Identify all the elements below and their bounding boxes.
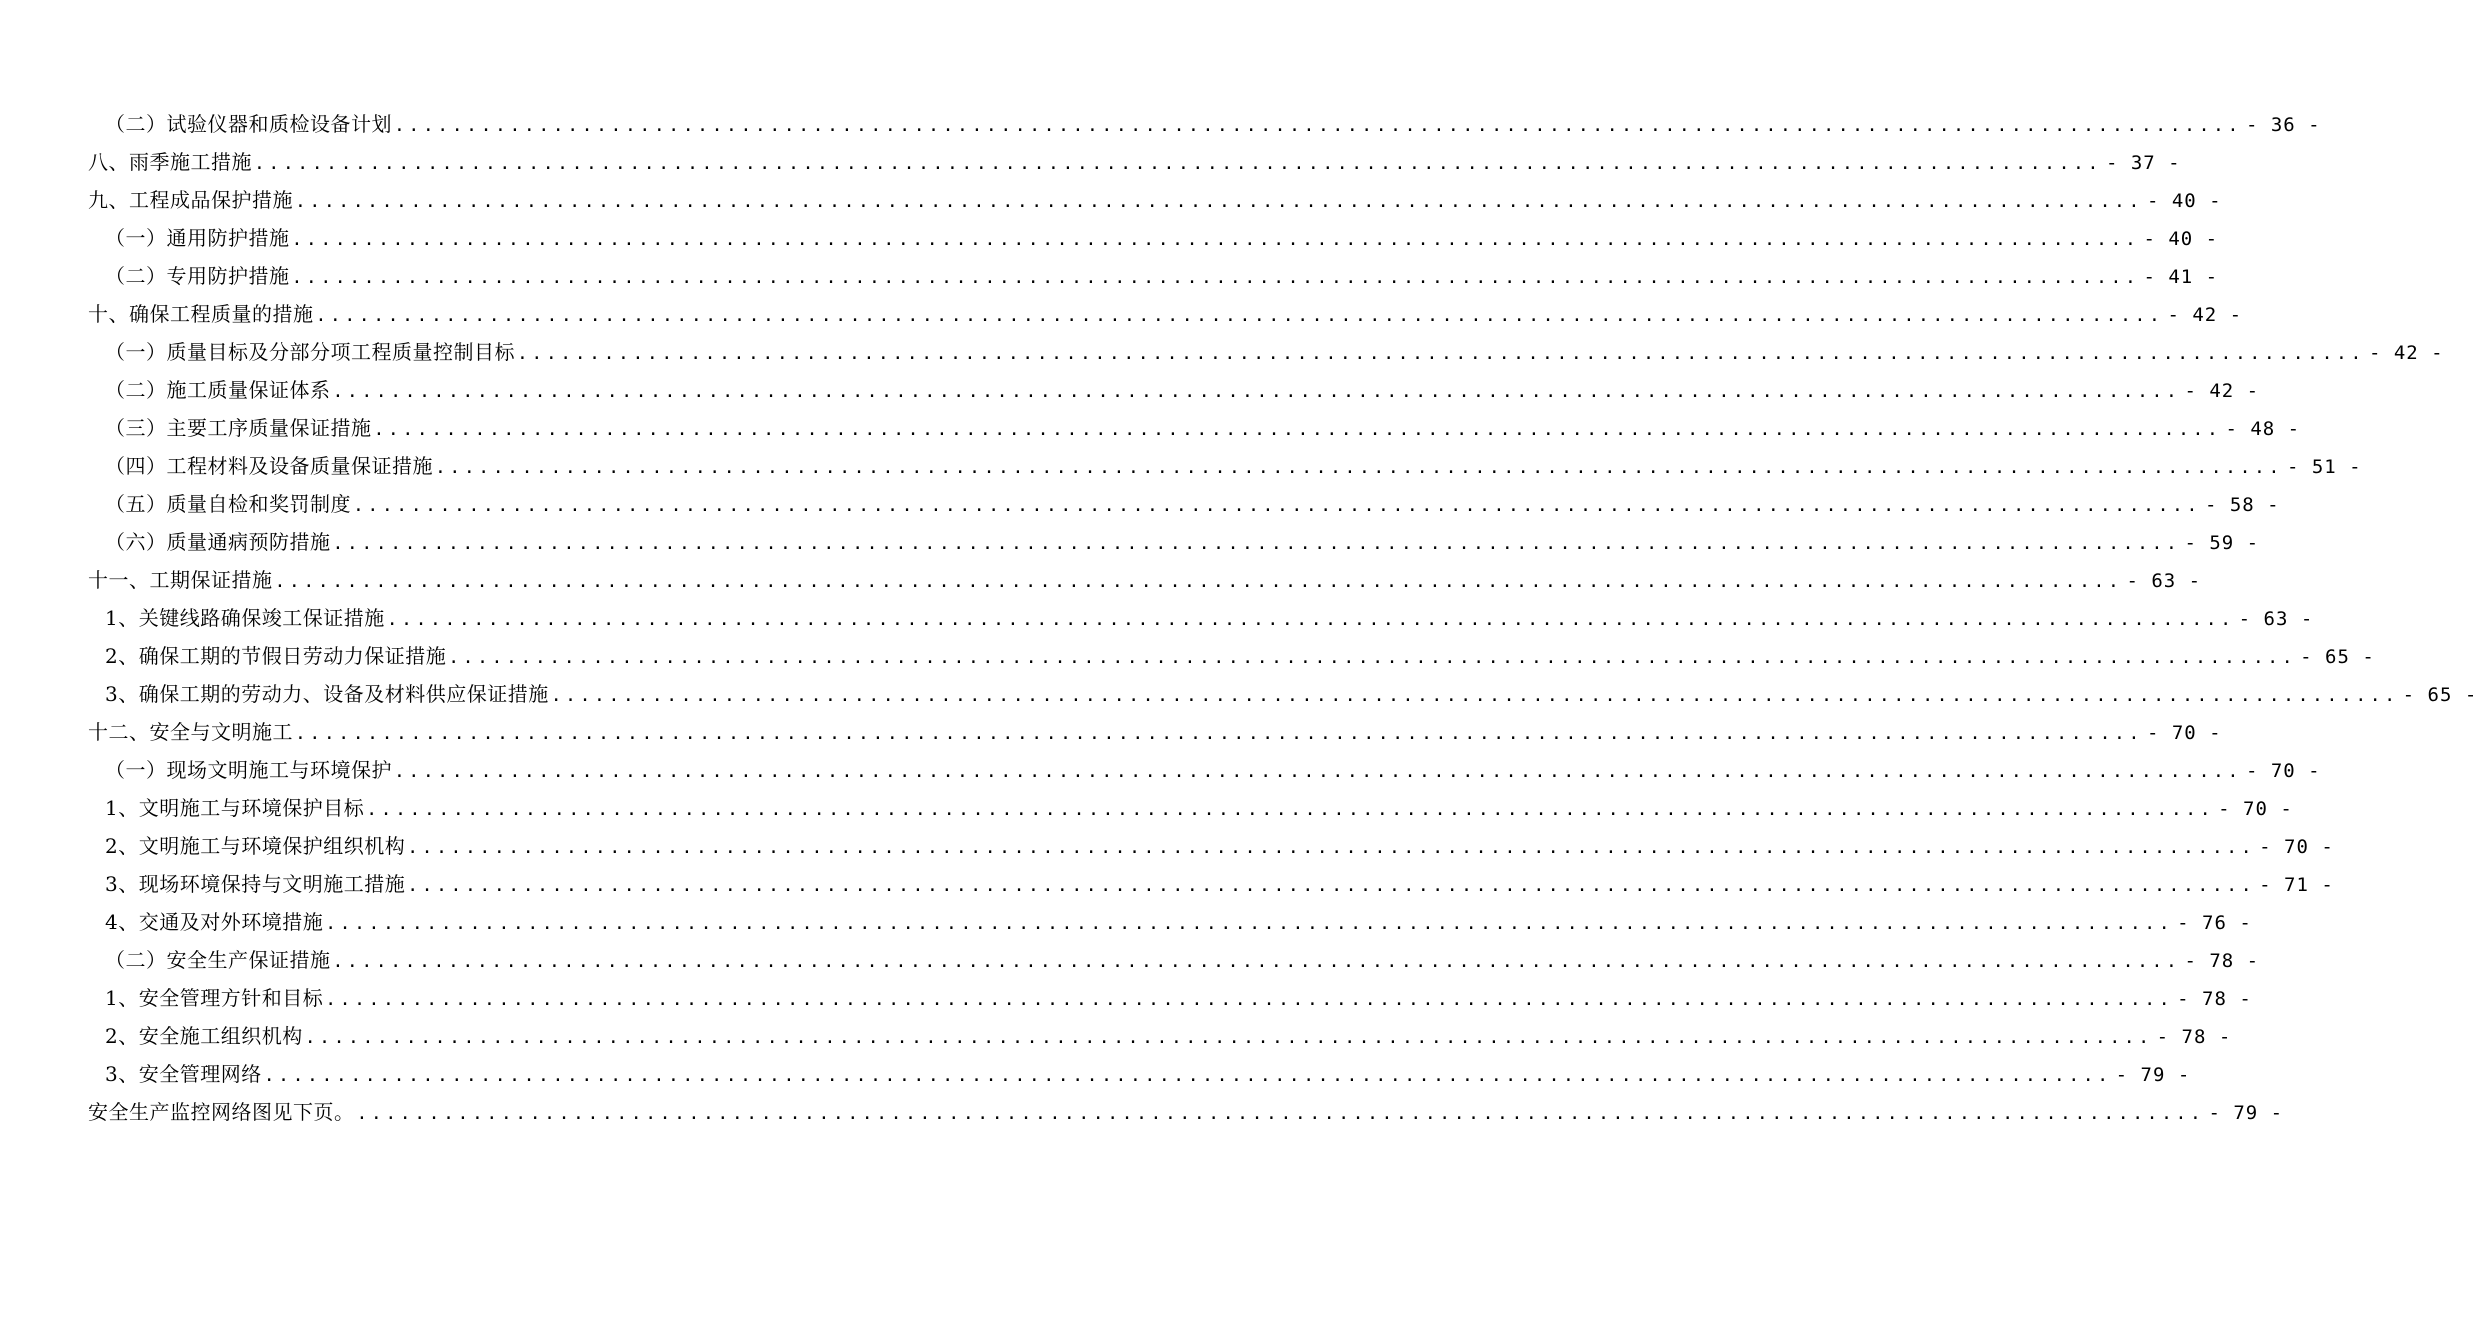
toc-entry-title: 3、现场环境保持与文明施工措施 bbox=[105, 872, 406, 896]
toc-entry[interactable] bbox=[88, 226, 2219, 250]
toc-entry[interactable] bbox=[88, 302, 2243, 326]
toc-entry-title: 2、安全施工组织机构 bbox=[105, 1024, 303, 1048]
toc-entry[interactable] bbox=[88, 150, 2181, 174]
toc-entry-page-number: - 76 - bbox=[2177, 912, 2252, 934]
toc-entry[interactable] bbox=[88, 188, 2222, 212]
table-of-contents bbox=[88, 112, 2477, 1138]
toc-entry[interactable] bbox=[88, 112, 2321, 136]
toc-entry-page-number: - 78 - bbox=[2184, 950, 2260, 972]
toc-entry-title: 十一、工期保证措施 bbox=[88, 568, 273, 592]
toc-dot-leader: ................................................................................................................................ bbox=[517, 343, 2365, 364]
toc-entry-page-number: - 40 - bbox=[2143, 228, 2219, 250]
toc-dot-leader: ................................................................................................................................ bbox=[366, 799, 2215, 820]
toc-entry-title: （二）施工质量保证体系 bbox=[105, 378, 331, 402]
toc-entry-title: 九、工程成品保护措施 bbox=[88, 188, 293, 212]
toc-entry-title: 1、安全管理方针和目标 bbox=[105, 986, 324, 1010]
toc-entry-page-number: - 63 - bbox=[2126, 570, 2202, 592]
toc-entry-title: 十、确保工程质量的措施 bbox=[88, 302, 314, 326]
toc-dot-leader: ................................................................................................................................ bbox=[373, 419, 2222, 440]
toc-entry-title: （二）安全生产保证措施 bbox=[105, 948, 331, 972]
toc-entry-page-number: - 42 - bbox=[2167, 304, 2243, 326]
toc-entry-page-number: - 70 - bbox=[2245, 760, 2321, 782]
toc-entry-page-number: - 42 - bbox=[2368, 342, 2444, 364]
toc-entry-title: 3、确保工期的劳动力、设备及材料供应保证措施 bbox=[105, 682, 549, 706]
toc-entry-title: （六）质量通病预防措施 bbox=[105, 530, 331, 554]
toc-entry-page-number: - 36 - bbox=[2245, 114, 2321, 136]
toc-entry-title: 十二、安全与文明施工 bbox=[88, 720, 293, 744]
toc-entry-page-number: - 65 - bbox=[2300, 646, 2375, 668]
toc-entry[interactable] bbox=[88, 1024, 2232, 1048]
toc-dot-leader: ................................................................................................................................ bbox=[325, 913, 2174, 934]
toc-dot-leader: ................................................................................................................................ bbox=[291, 267, 2140, 288]
toc-entry[interactable] bbox=[88, 986, 2252, 1010]
toc-dot-leader: ................................................................................................................................ bbox=[274, 571, 2123, 592]
toc-dot-leader: ................................................................................................................................ bbox=[356, 1103, 2205, 1124]
toc-dot-leader: ................................................................................................................................ bbox=[295, 723, 2143, 744]
toc-entry-title: （二）专用防护措施 bbox=[105, 264, 290, 288]
toc-dot-leader: ................................................................................................................................ bbox=[291, 229, 2140, 250]
toc-entry-page-number: - 41 - bbox=[2143, 266, 2219, 288]
toc-entry[interactable] bbox=[88, 492, 2280, 516]
toc-entry-title: （三）主要工序质量保证措施 bbox=[105, 416, 372, 440]
toc-dot-leader: ................................................................................................................................ bbox=[263, 1065, 2112, 1086]
toc-entry-title: （四）工程材料及设备质量保证措施 bbox=[105, 454, 433, 478]
toc-entry-title: 安全生产监控网络图见下页。 bbox=[88, 1100, 355, 1124]
toc-entry[interactable] bbox=[88, 758, 2321, 782]
toc-dot-leader: ................................................................................................................................ bbox=[407, 837, 2256, 858]
toc-dot-leader: ................................................................................................................................ bbox=[254, 153, 2102, 174]
toc-entry-title: （二）试验仪器和质检设备计划 bbox=[105, 112, 392, 136]
toc-entry-page-number: - 70 - bbox=[2259, 836, 2334, 858]
toc-entry[interactable] bbox=[88, 378, 2260, 402]
toc-dot-leader: ................................................................................................................................ bbox=[386, 609, 2235, 630]
toc-entry-page-number: - 58 - bbox=[2204, 494, 2280, 516]
toc-entry-title: （一）通用防护措施 bbox=[105, 226, 290, 250]
toc-dot-leader: ................................................................................................................................ bbox=[332, 381, 2181, 402]
toc-entry[interactable] bbox=[88, 1100, 2284, 1124]
toc-entry[interactable] bbox=[88, 1062, 2191, 1086]
toc-entry[interactable] bbox=[88, 796, 2293, 820]
toc-entry-page-number: - 79 - bbox=[2208, 1102, 2284, 1124]
toc-entry[interactable] bbox=[88, 682, 2477, 706]
toc-entry-page-number: - 65 - bbox=[2402, 684, 2477, 706]
toc-dot-leader: ................................................................................................................................ bbox=[332, 951, 2181, 972]
toc-entry-page-number: - 42 - bbox=[2184, 380, 2260, 402]
toc-dot-leader: ................................................................................................................................ bbox=[353, 495, 2201, 516]
toc-entry[interactable] bbox=[88, 606, 2314, 630]
toc-dot-leader: ................................................................................................................................ bbox=[407, 875, 2256, 896]
toc-dot-leader: ................................................................................................................................ bbox=[550, 685, 2399, 706]
toc-entry-page-number: - 48 - bbox=[2225, 418, 2301, 440]
toc-dot-leader: ................................................................................................................................ bbox=[394, 115, 2242, 136]
toc-entry-page-number: - 70 - bbox=[2218, 798, 2293, 820]
toc-dot-leader: ................................................................................................................................ bbox=[325, 989, 2174, 1010]
toc-entry[interactable] bbox=[88, 568, 2202, 592]
toc-entry-title: 4、交通及对外环境措施 bbox=[105, 910, 324, 934]
toc-entry-page-number: - 59 - bbox=[2184, 532, 2260, 554]
toc-entry-page-number: - 40 - bbox=[2146, 190, 2222, 212]
toc-entry-title: 1、关键线路确保竣工保证措施 bbox=[105, 606, 385, 630]
toc-entry[interactable] bbox=[88, 644, 2375, 668]
toc-entry[interactable] bbox=[88, 454, 2362, 478]
toc-entry-page-number: - 78 - bbox=[2156, 1026, 2232, 1048]
toc-entry-title: 八、雨季施工措施 bbox=[88, 150, 252, 174]
toc-entry-page-number: - 71 - bbox=[2259, 874, 2334, 896]
toc-entry-page-number: - 37 - bbox=[2105, 152, 2181, 174]
toc-entry-page-number: - 63 - bbox=[2238, 608, 2314, 630]
toc-dot-leader: ................................................................................................................................ bbox=[304, 1027, 2153, 1048]
toc-entry-title: 3、安全管理网络 bbox=[105, 1062, 262, 1086]
toc-dot-leader: ................................................................................................................................ bbox=[295, 191, 2143, 212]
toc-entry-title: 2、文明施工与环境保护组织机构 bbox=[105, 834, 406, 858]
toc-entry-title: （五）质量自检和奖罚制度 bbox=[105, 492, 351, 516]
toc-entry-page-number: - 70 - bbox=[2146, 722, 2222, 744]
toc-entry[interactable] bbox=[88, 416, 2301, 440]
toc-entry[interactable] bbox=[88, 872, 2334, 896]
toc-entry[interactable] bbox=[88, 530, 2260, 554]
toc-dot-leader: ................................................................................................................................ bbox=[435, 457, 2283, 478]
toc-dot-leader: ................................................................................................................................ bbox=[448, 647, 2297, 668]
toc-entry[interactable] bbox=[88, 910, 2252, 934]
toc-entry[interactable] bbox=[88, 720, 2222, 744]
toc-entry-title: （一）质量目标及分部分项工程质量控制目标 bbox=[105, 340, 515, 364]
toc-entry[interactable] bbox=[88, 264, 2219, 288]
toc-dot-leader: ................................................................................................................................ bbox=[394, 761, 2242, 782]
toc-entry-title: （一）现场文明施工与环境保护 bbox=[105, 758, 392, 782]
toc-entry-title: 1、文明施工与环境保护目标 bbox=[105, 796, 365, 820]
toc-entry[interactable] bbox=[88, 340, 2444, 364]
toc-entry-page-number: - 78 - bbox=[2177, 988, 2252, 1010]
toc-entry[interactable] bbox=[88, 948, 2260, 972]
toc-entry-title: 2、确保工期的节假日劳动力保证措施 bbox=[105, 644, 447, 668]
toc-dot-leader: ................................................................................................................................ bbox=[315, 305, 2164, 326]
toc-entry[interactable] bbox=[88, 834, 2334, 858]
toc-dot-leader: ................................................................................................................................ bbox=[332, 533, 2181, 554]
toc-entry-page-number: - 79 - bbox=[2115, 1064, 2191, 1086]
toc-entry-page-number: - 51 - bbox=[2286, 456, 2362, 478]
